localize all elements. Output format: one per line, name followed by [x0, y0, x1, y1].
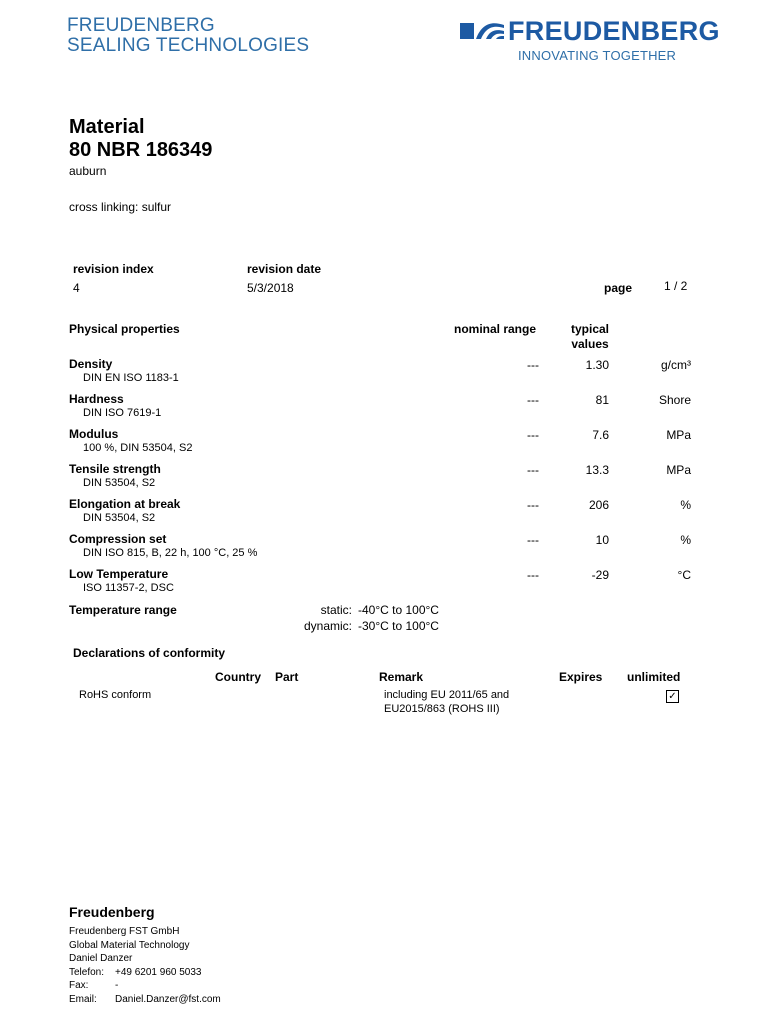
footer-fax-value: - [115, 980, 119, 991]
property-row [69, 532, 694, 564]
material-title [69, 116, 212, 162]
declaration-row-name: RoHS conform [79, 689, 152, 701]
typical-values-line1: typical [570, 322, 609, 336]
property-row [69, 357, 694, 389]
brand-left-line2: SEALING TECHNOLOGIES [67, 35, 310, 56]
property-row [69, 462, 694, 494]
property-unit: MPa [666, 463, 691, 477]
wave-logo-icon [458, 19, 506, 41]
temperature-dynamic-value: -30°C to 100°C [358, 619, 439, 633]
brand-left-line1: FREUDENBERG [67, 15, 215, 36]
nominal-range-heading: nominal range [454, 322, 537, 336]
declarations-header-unlimited: unlimited [627, 670, 681, 684]
property-name: Elongation at break [69, 497, 181, 511]
property-nominal: --- [527, 568, 539, 582]
material-name: 80 NBR 186349 [69, 139, 213, 161]
property-row [69, 427, 694, 459]
property-name: Modulus [69, 427, 119, 441]
property-method: DIN 53504, S2 [83, 512, 156, 524]
property-value: 206 [588, 498, 609, 512]
declarations-header-country: Country [215, 670, 261, 684]
declarations-header-remark: Remark [379, 670, 424, 684]
temperature-static-label: static: [320, 603, 352, 617]
footer-fax [69, 979, 221, 993]
temperature-dynamic-label: dynamic: [303, 619, 352, 633]
declaration-remark-line2: EU2015/863 (ROHS III) [384, 702, 500, 715]
property-nominal: --- [527, 393, 539, 407]
revision-index-label: revision index [73, 262, 154, 276]
material-color: auburn [69, 164, 107, 178]
brand-right-tagline: INNOVATING TOGETHER [518, 48, 677, 63]
property-row [69, 567, 694, 599]
footer-line1: Freudenberg FST GmbH [69, 926, 180, 937]
footer-tel-value: +49 6201 960 5033 [115, 966, 202, 978]
footer-fax-label: Fax: [69, 980, 89, 991]
property-method: DIN EN ISO 1183-1 [83, 372, 179, 384]
property-nominal: --- [527, 533, 539, 547]
footer-email [69, 993, 221, 1007]
property-method: 100 %, DIN 53504, S2 [83, 442, 193, 454]
declaration-remark-line1: including EU 2011/65 and [384, 689, 510, 701]
physical-properties-heading: Physical properties [69, 322, 180, 336]
property-unit: °C [677, 568, 691, 582]
property-nominal: --- [527, 498, 539, 512]
property-unit: Shore [658, 393, 691, 407]
property-name: Low Temperature [69, 567, 169, 581]
property-nominal: --- [527, 463, 539, 477]
page-value: 1 / 2 [664, 279, 688, 293]
declarations-title: Declarations of conformity [73, 646, 226, 660]
footer-email-value[interactable]: Daniel.Danzer@fst.com [115, 993, 221, 1005]
material-label: Material [69, 116, 145, 138]
property-name: Density [69, 357, 113, 371]
property-unit: % [680, 498, 691, 512]
revision-index-value: 4 [73, 281, 80, 295]
footer-line2: Global Material Technology [69, 939, 190, 951]
declarations-header-expires: Expires [559, 670, 603, 684]
property-nominal: --- [527, 428, 539, 442]
footer-email-label: Email: [69, 993, 97, 1005]
property-nominal: --- [527, 358, 539, 372]
material-cross-linking: cross linking: sulfur [69, 200, 172, 214]
footer-line3: Daniel Danzer [69, 953, 133, 964]
property-value: 81 [595, 393, 609, 407]
property-value: 7.6 [592, 428, 609, 442]
property-unit: g/cm³ [661, 358, 691, 372]
property-name: Hardness [69, 392, 124, 406]
declaration-row-remark [384, 689, 509, 716]
brand-right-wordmark: FREUDENBERG [508, 16, 720, 46]
property-row [69, 497, 694, 529]
declarations-header-part: Part [275, 670, 299, 684]
property-value: 10 [595, 533, 609, 547]
property-name: Compression set [69, 532, 167, 546]
checkmark-icon: ✓ [668, 691, 677, 702]
brand-left-logo [67, 16, 309, 56]
typical-values-line2: values [571, 337, 609, 351]
temperature-static-value: -40°C to 100°C [358, 603, 439, 617]
property-method: DIN ISO 815, B, 22 h, 100 °C, 25 % [83, 547, 258, 559]
property-method: ISO 11357-2, DSC [83, 582, 174, 594]
property-method: DIN 53504, S2 [83, 477, 156, 489]
brand-right-logo [458, 16, 718, 66]
footer-company: Freudenberg [69, 904, 155, 920]
property-method: DIN ISO 7619-1 [83, 407, 162, 419]
property-row [69, 392, 694, 424]
footer-tel-label: Telefon: [69, 966, 105, 978]
property-unit: % [680, 533, 691, 547]
property-name: Tensile strength [69, 462, 161, 476]
revision-date-value: 5/3/2018 [247, 281, 294, 295]
page-label: page [604, 281, 633, 295]
property-value: -29 [591, 568, 609, 582]
footer-telephone [69, 966, 221, 980]
typical-values-heading [560, 322, 620, 352]
unlimited-checkbox [666, 690, 679, 703]
property-value: 13.3 [585, 463, 609, 477]
footer-contact [69, 904, 221, 1006]
property-unit: MPa [666, 428, 691, 442]
property-value: 1.30 [585, 358, 609, 372]
temperature-range-label: Temperature range [69, 603, 177, 617]
revision-date-label: revision date [247, 262, 322, 276]
